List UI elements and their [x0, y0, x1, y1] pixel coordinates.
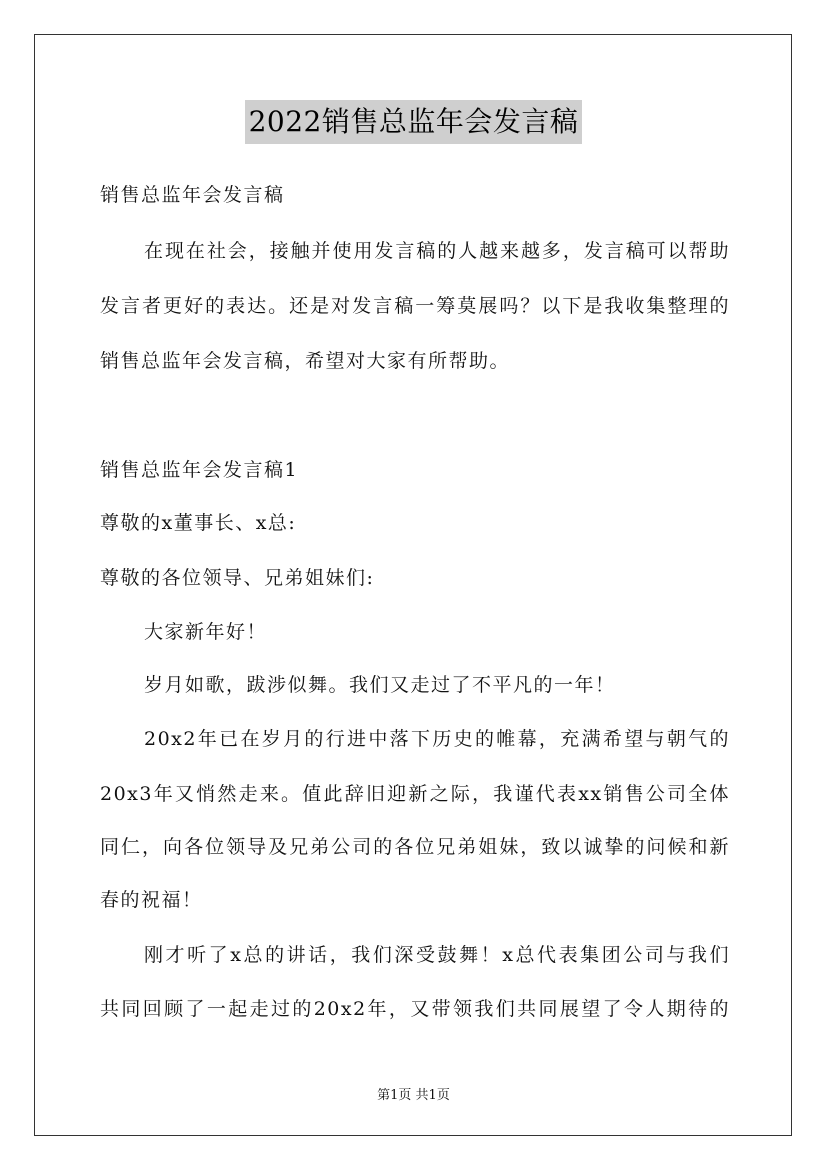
paragraph-line: 春的祝福！ [100, 889, 203, 911]
paragraph-line: 刚才听了x总的讲话，我们深受鼓舞！x总代表集团公司与我们 [144, 944, 730, 966]
title-container [0, 100, 827, 144]
section-heading: 销售总监年会发言稿1 [100, 459, 299, 481]
paragraph-line: 共同回顾了一起走过的20x2年，又带领我们共同展望了令人期待的 [100, 998, 730, 1020]
paragraph-line: 在现在社会，接触并使用发言稿的人越来越多，发言稿可以帮助 [144, 240, 730, 262]
page-footer: 第1页 共1页 [377, 1088, 450, 1103]
paragraph-line: 20x2年已在岁月的行进中落下历史的帷幕，充满希望与朝气的 [144, 728, 730, 750]
paragraph-line: 大家新年好！ [144, 621, 268, 643]
paragraph-line: 20x3年又悄然走来。值此辞旧迎新之际，我谨代表xx销售公司全体 [100, 783, 730, 805]
paragraph-line: 发言者更好的表达。还是对发言稿一筹莫展吗？以下是我收集整理的 [100, 295, 730, 317]
subtitle: 销售总监年会发言稿 [100, 184, 285, 206]
salutation-line: 尊敬的x董事长、x总: [100, 512, 297, 534]
salutation-line: 尊敬的各位领导、兄弟姐妹们: [100, 567, 375, 589]
paragraph-line: 岁月如歌，跋涉似舞。我们又走过了不平凡的一年！ [144, 674, 616, 696]
paragraph-line: 销售总监年会发言稿，希望对大家有所帮助。 [100, 350, 511, 372]
document-title: 2022销售总监年会发言稿 [245, 100, 583, 144]
paragraph-line: 同仁，向各位领导及兄弟公司的各位兄弟姐妹，致以诚挚的问候和新 [100, 836, 730, 858]
